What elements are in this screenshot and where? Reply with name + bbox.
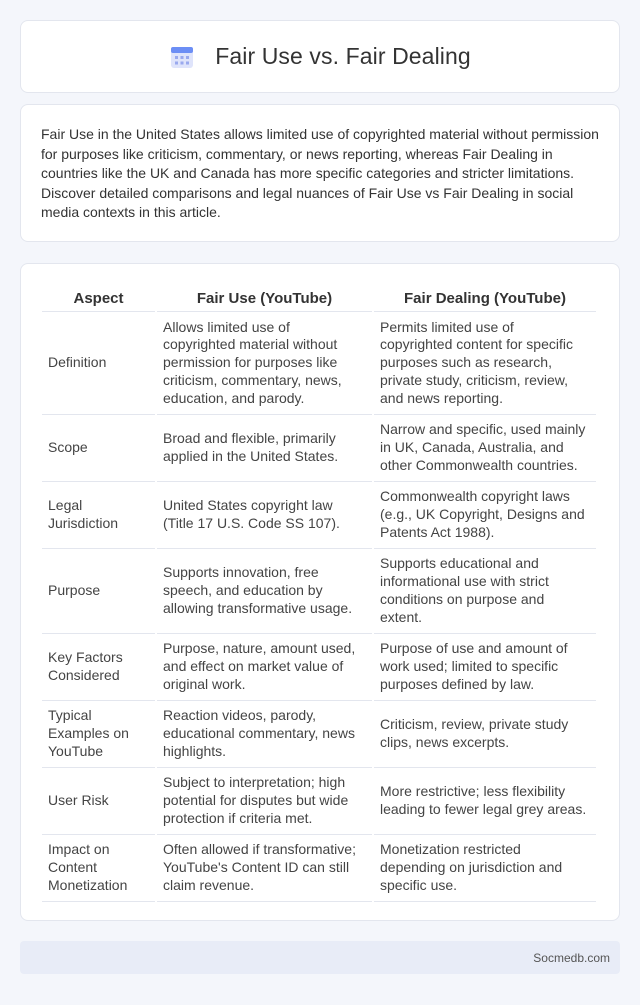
table-row	[42, 701, 596, 768]
table-row	[42, 482, 596, 549]
table-row	[42, 312, 596, 415]
cell-fair-dealing: Narrow and specific, used mainly in UK, Canada, Australia, and other Commonwealth countries.	[374, 415, 596, 482]
cell-aspect: Purpose	[42, 549, 155, 634]
cell-fair-dealing: Monetization restricted depending on jurisdiction and specific use.	[374, 835, 596, 902]
header-aspect: Aspect	[42, 284, 155, 312]
cell-aspect: Key Factors Considered	[42, 634, 155, 701]
table-row	[42, 768, 596, 835]
cell-fair-use: Purpose, nature, amount used, and effect on market value of original work.	[157, 634, 372, 701]
intro-card	[20, 104, 620, 242]
cell-fair-use: Supports innovation, free speech, and education by allowing transformative usage.	[157, 549, 372, 634]
table-row	[42, 415, 596, 482]
cell-aspect: Impact on Content Monetization	[42, 835, 155, 902]
table-row	[42, 549, 596, 634]
cell-aspect: Definition	[42, 312, 155, 415]
cell-fair-use: United States copyright law (Title 17 U.S. Code SS 107).	[157, 482, 372, 549]
cell-fair-dealing: Supports educational and informational use with strict conditions on purpose and extent.	[374, 549, 596, 634]
cell-fair-dealing: Purpose of use and amount of work used; limited to specific purposes defined by law.	[374, 634, 596, 701]
table-header-row	[42, 284, 596, 312]
cell-fair-use: Often allowed if transformative; YouTube's Content ID can still claim revenue.	[157, 835, 372, 902]
intro-text: Fair Use in the United States allows limited use of copyrighted material without permission for purposes like criticism, commentary, or news reporting, whereas Fair Dealing in countries like the UK and Canada has more specific categories and stricter limitations. Discover detailed comparisons and legal nuances of Fair Use vs Fair Dealing in social media contexts in this article.	[41, 126, 599, 220]
cell-aspect: Legal Jurisdiction	[42, 482, 155, 549]
footer-source-link[interactable]: Socmedb.com	[533, 950, 610, 965]
cell-fair-use: Allows limited use of copyrighted material without permission for purposes like criticism, commentary, news, education, and parody.	[157, 312, 372, 415]
cell-aspect: User Risk	[42, 768, 155, 835]
cell-fair-use: Broad and flexible, primarily applied in the United States.	[157, 415, 372, 482]
table-row	[42, 634, 596, 701]
cell-aspect: Typical Examples on YouTube	[42, 701, 155, 768]
footer-bar	[20, 941, 620, 974]
header-card	[20, 20, 620, 93]
cell-fair-use: Reaction videos, parody, educational commentary, news highlights.	[157, 701, 372, 768]
page-title: Fair Use vs. Fair Dealing	[215, 43, 471, 69]
cell-fair-dealing: Commonwealth copyright laws (e.g., UK Copyright, Designs and Patents Act 1988).	[374, 482, 596, 549]
cell-fair-dealing: Criticism, review, private study clips, news excerpts.	[374, 701, 596, 768]
header-fair-dealing: Fair Dealing (YouTube)	[374, 284, 596, 312]
cell-fair-dealing: More restrictive; less flexibility leading to fewer legal grey areas.	[374, 768, 596, 835]
calendar-icon	[169, 44, 195, 70]
cell-aspect: Scope	[42, 415, 155, 482]
table-row	[42, 835, 596, 902]
cell-fair-dealing: Permits limited use of copyrighted content for specific purposes such as research, private study, criticism, review, and news reporting.	[374, 312, 596, 415]
header-fair-use: Fair Use (YouTube)	[157, 284, 372, 312]
cell-fair-use: Subject to interpretation; high potential for disputes but wide protection if criteria met.	[157, 768, 372, 835]
comparison-table	[40, 284, 598, 902]
comparison-table-card	[20, 263, 620, 921]
